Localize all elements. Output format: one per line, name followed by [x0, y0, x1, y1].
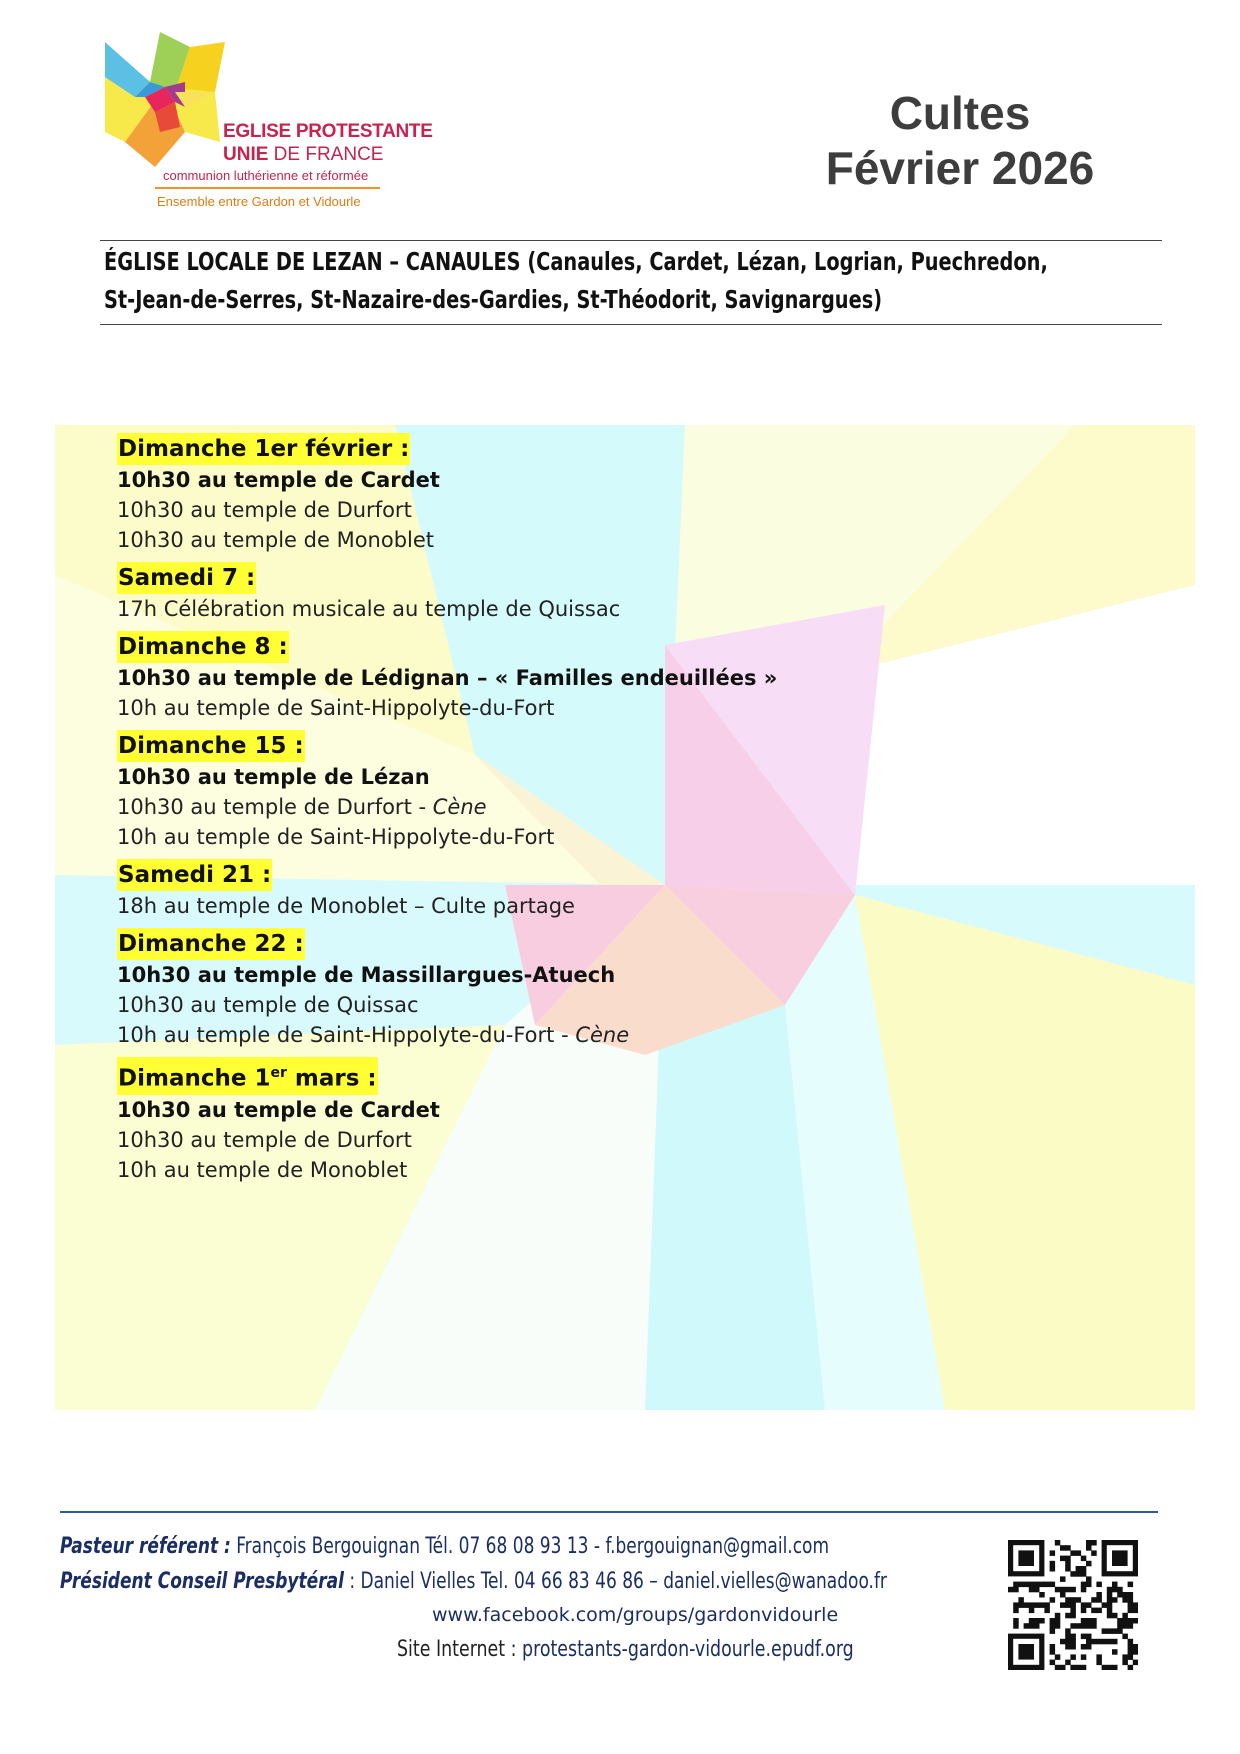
church-heading	[104, 243, 1048, 319]
schedule-day	[117, 1057, 777, 1185]
service-note: Cène	[432, 795, 487, 819]
schedule-day	[117, 730, 777, 852]
president-label: Président Conseil Presbytéral	[60, 1569, 344, 1594]
facebook-link[interactable]: www.facebook.com/groups/gardonvidourle	[432, 1604, 839, 1626]
star-cross-logo-icon	[105, 32, 225, 167]
day-heading: Dimanche 1er février :	[117, 433, 410, 465]
service-line: 10h30 au temple de Quissac	[117, 993, 419, 1017]
church-heading-line-1: ÉGLISE LOCALE DE LEZAN – CANAULES (Canaules, Cardet, Lézan, Logrian, Puechredon,	[104, 247, 1048, 276]
logo-line-1: EGLISE PROTESTANTE	[223, 121, 433, 142]
service-line: 10h au temple de Saint-Hippolyte-du-Fort - Cène	[117, 1023, 630, 1047]
qr-code-icon	[1008, 1540, 1138, 1670]
service-line: 10h30 au temple de Durfort	[117, 1127, 412, 1152]
header-top-rule	[100, 240, 1162, 241]
church-logo	[105, 32, 435, 222]
service-line: 18h au temple de Monoblet – Culte partage	[117, 894, 575, 918]
logo-line-4: Ensemble entre Gardon et Vidourle	[157, 194, 361, 209]
day-heading: Dimanche 22 :	[117, 928, 305, 960]
day-heading: Samedi 21 :	[117, 859, 272, 891]
service-line: 10h30 au temple de Massillargues-Atuech	[117, 963, 616, 987]
logo-line-3: communion luthérienne et réformée	[163, 168, 369, 183]
service-line: 10h au temple de Saint-Hippolyte-du-Fort	[117, 825, 555, 849]
service-line: 10h30 au temple de Monoblet	[117, 528, 435, 552]
header-bottom-rule	[100, 324, 1162, 325]
day-heading: Dimanche 15 :	[117, 730, 305, 762]
page-title-line-2: Février 2026	[825, 142, 1095, 194]
page-title-line-1: Cultes	[889, 87, 1031, 139]
service-line: 10h au temple de Monoblet	[117, 1157, 408, 1182]
service-line: 10h au temple de Saint-Hippolyte-du-Fort	[117, 696, 555, 720]
service-line: 10h30 au temple de Durfort - Cène	[117, 795, 487, 819]
service-line: 10h30 au temple de Lédignan – « Familles endeuillées »	[117, 666, 778, 690]
pastor-value: François Bergouignan Tél. 07 68 08 93 13 - f.bergouignan@gmail.com	[230, 1534, 830, 1559]
logo-line-2: UNIE DE FRANCE	[223, 144, 384, 165]
schedule-day	[117, 631, 777, 723]
website-label: Site Internet :	[397, 1637, 523, 1662]
service-line: 17h Célébration musicale au temple de Quissac	[117, 597, 621, 621]
service-line: 10h30 au temple de Durfort	[117, 498, 412, 522]
service-note: Cène	[575, 1023, 630, 1047]
church-heading-line-2: St-Jean-de-Serres, St-Nazaire-des-Gardies, St-Théodorit, Savignargues)	[104, 285, 883, 314]
service-line: 10h30 au temple de Cardet	[117, 1097, 440, 1122]
logo-divider	[155, 187, 380, 189]
president-value: : Daniel Vielles Tel. 04 66 83 46 86 – daniel.vielles@wanadoo.fr	[343, 1569, 887, 1594]
footer-rule	[60, 1511, 1158, 1513]
schedule-day	[117, 562, 777, 624]
schedule-day	[117, 433, 777, 555]
website-link[interactable]: protestants-gardon-vidourle.epudf.org	[522, 1637, 854, 1662]
day-heading: Samedi 7 :	[117, 562, 256, 594]
worship-schedule	[117, 433, 777, 1192]
service-line: 10h30 au temple de Cardet	[117, 468, 440, 492]
pastor-contact	[60, 1530, 829, 1564]
service-line: 10h30 au temple de Lézan	[117, 765, 430, 789]
president-contact	[60, 1565, 887, 1599]
day-heading: Dimanche 8 :	[117, 631, 289, 663]
day-heading: Dimanche 1er mars :	[117, 1057, 378, 1095]
schedule-day	[117, 928, 777, 1050]
website-line	[397, 1637, 854, 1662]
schedule-day	[117, 859, 777, 921]
pastor-label: Pasteur référent :	[60, 1534, 231, 1559]
